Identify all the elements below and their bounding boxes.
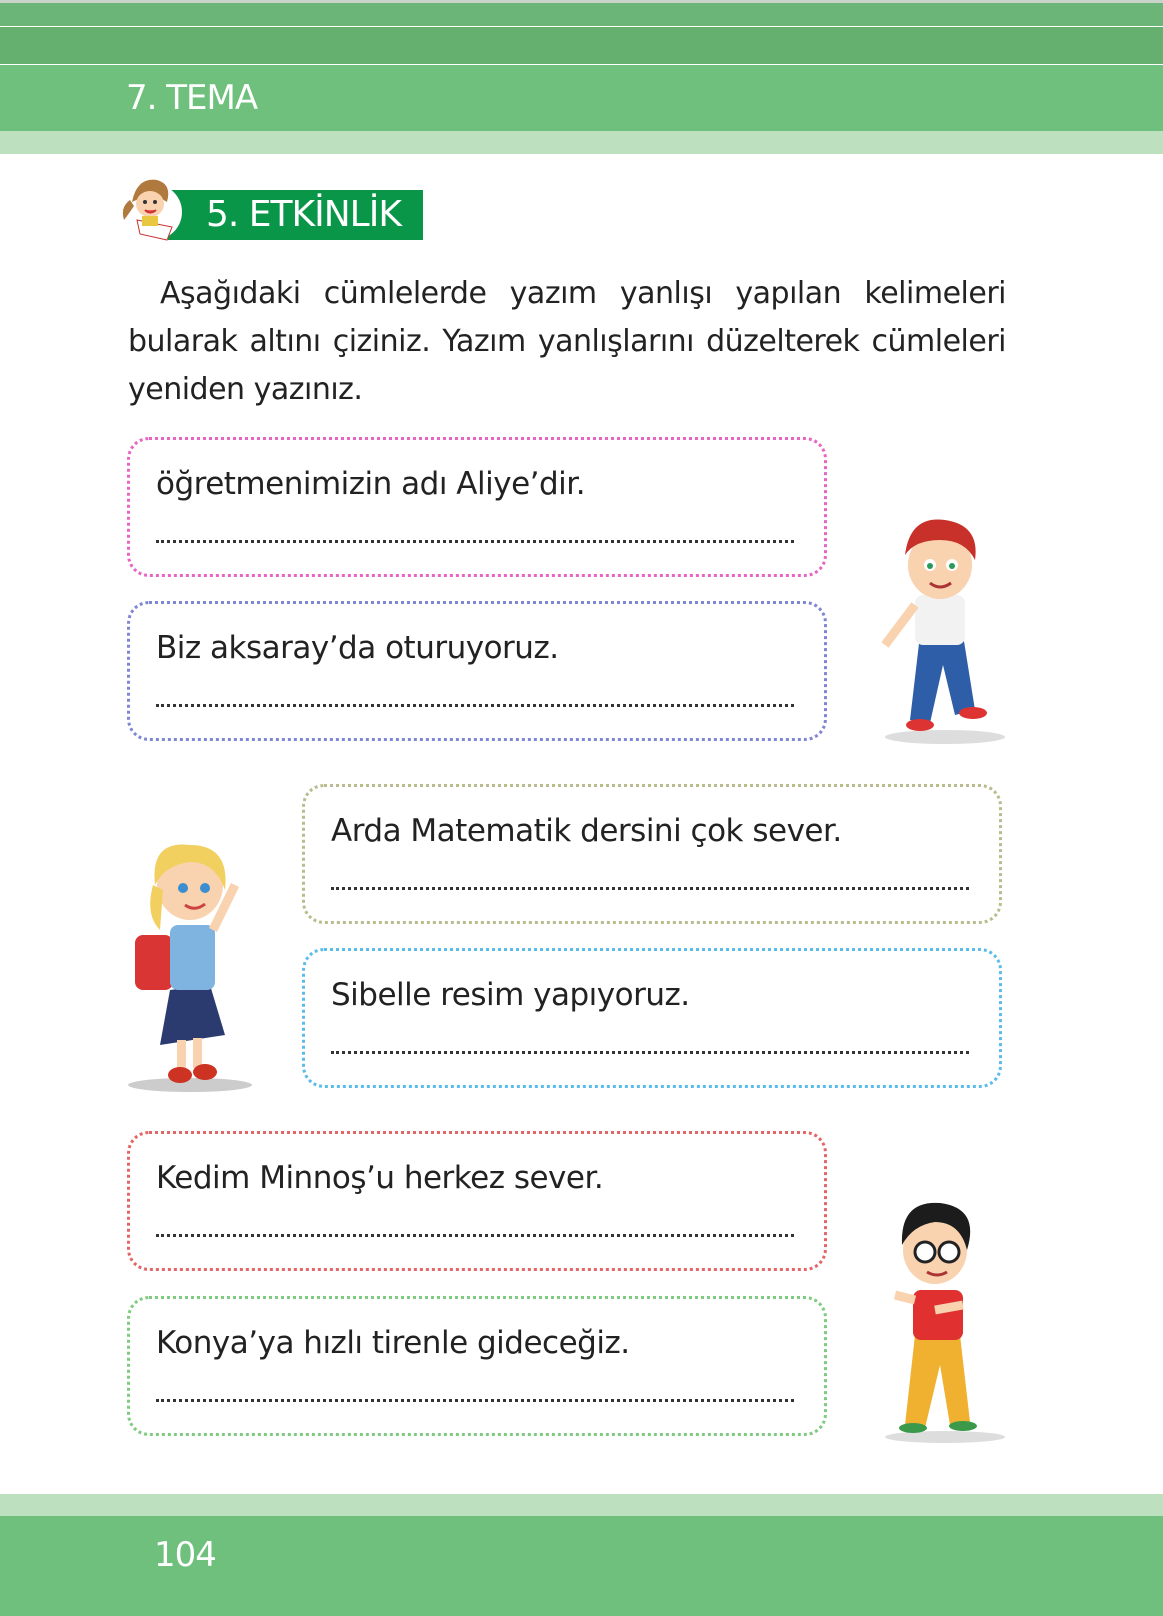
sentence-text: Biz aksaray’da oturuyoruz. <box>156 630 559 666</box>
answer-line[interactable] <box>331 887 969 890</box>
sentence-text: Konya’ya hızlı tirenle gideceğiz. <box>156 1325 630 1361</box>
answer-line[interactable] <box>156 1234 794 1237</box>
sentence-text: Sibelle resim yapıyoruz. <box>331 977 690 1013</box>
activity-title: 5. ETKİNLİK <box>168 190 423 240</box>
reading-girl-icon <box>112 172 187 244</box>
answer-line[interactable] <box>156 540 794 543</box>
instructions: Aşağıdaki cümlelerde yazım yanlışı yapılan kelimeleri bularak altını çiziniz. Yazım yanlışlarını düzelterek cümleleri yeniden yazınız. <box>128 276 1006 407</box>
answer-line[interactable] <box>156 704 794 707</box>
sentence-box-2 <box>127 601 827 741</box>
sentence-box-5 <box>127 1131 827 1271</box>
sentence-text: öğretmenimizin adı Aliye’dir. <box>156 466 586 502</box>
red-haired-boy-illustration <box>875 515 1010 745</box>
header-band-light <box>0 131 1163 154</box>
sentence-box-1 <box>127 437 827 577</box>
sentence-box-3 <box>302 784 1002 924</box>
header-band <box>0 3 1163 26</box>
sentence-box-6 <box>127 1296 827 1436</box>
page-number: 104 <box>154 1535 216 1575</box>
theme-title: 7. TEMA <box>126 78 258 118</box>
sentence-text: Kedim Minnoş’u herkez sever. <box>156 1160 604 1196</box>
answer-line[interactable] <box>156 1399 794 1402</box>
footer-band-light <box>0 1494 1163 1516</box>
header-band <box>0 27 1163 64</box>
answer-line[interactable] <box>331 1051 969 1054</box>
boy-with-glasses-illustration <box>875 1200 1010 1445</box>
blonde-girl-illustration <box>125 840 260 1095</box>
sentence-box-4 <box>302 948 1002 1088</box>
sentence-text: Arda Matematik dersini çok sever. <box>331 813 842 849</box>
